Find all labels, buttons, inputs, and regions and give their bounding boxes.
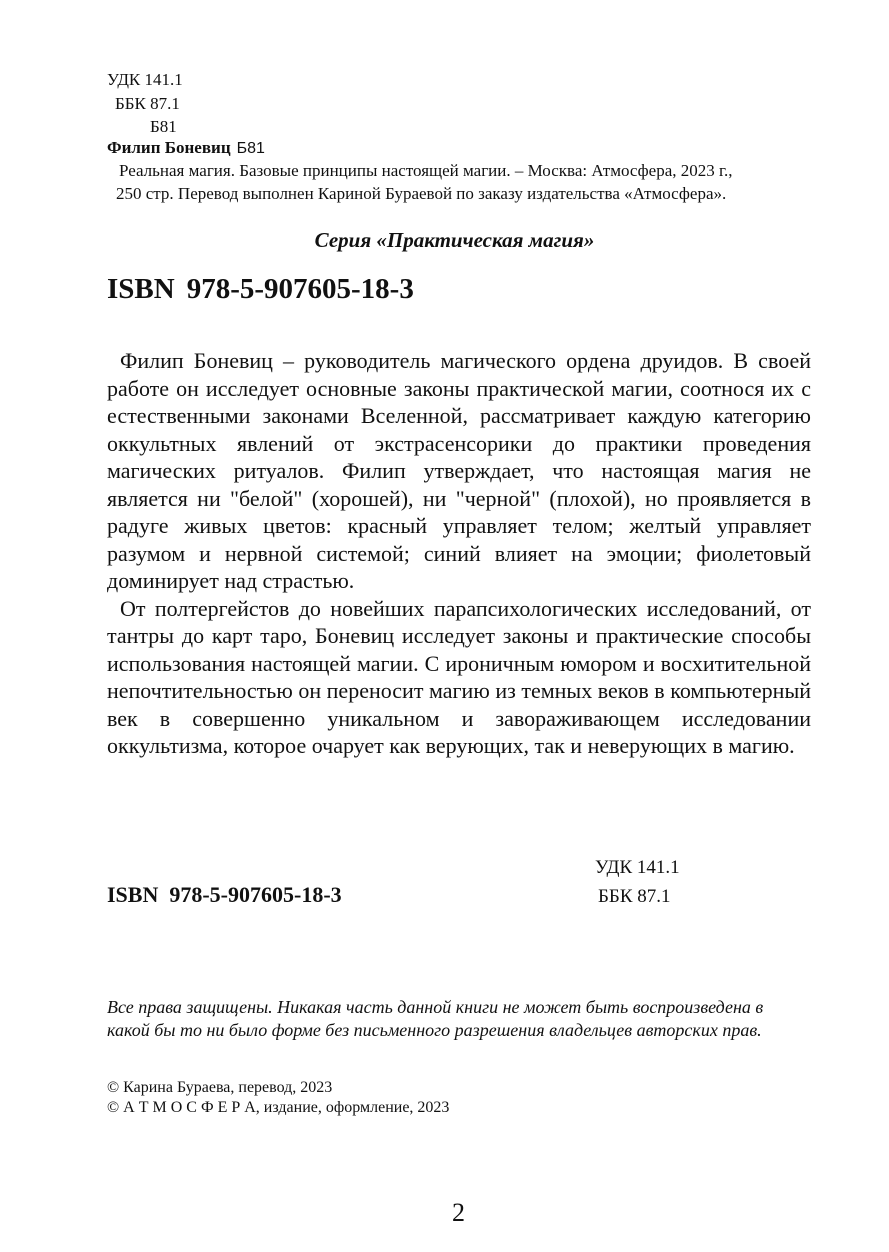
- bbk-code: ББК 87.1: [115, 94, 180, 113]
- bibliographic-description: [116, 159, 829, 205]
- isbn-main: [107, 273, 414, 306]
- isbn-label: ISBN: [107, 273, 175, 305]
- bbk-code-footer: ББК 87.1: [598, 886, 671, 907]
- series-title: Серия «Практическая магия»: [314, 228, 595, 252]
- author-line: [107, 138, 265, 158]
- annotation: [107, 347, 811, 760]
- udk-code: УДК 141.1: [107, 70, 183, 89]
- rights-notice: [107, 996, 813, 1042]
- udk-code-footer: УДК 141.1: [595, 857, 680, 878]
- author-name: Филип Боневиц: [107, 138, 231, 157]
- isbn-number: 978-5-907605-18-3: [186, 273, 414, 305]
- annotation-paragraph-2: От полтергейстов до новейших парапсихологических исследований, от тантры до карт таро, Боневиц исследует законы и практические способы использования настоящей магии. С ироничным юмором и восхитительной непочтительностью он переносит магию из темных веков в компьютерный век в совершенно уникальном и завораживающем исследовании оккультизма, которое очарует как верующих, так и неверующих в магию.: [107, 595, 811, 758]
- page-number: 2: [452, 1198, 465, 1227]
- rights-line-1: Все права защищены. Никакая часть данной книги не может быть воспроизведена в: [107, 997, 764, 1017]
- biblio-line-1: Реальная магия. Базовые принципы настоящей магии. – Москва: Атмосфера, 2023 г.,: [119, 161, 733, 180]
- copyright-publisher: © А Т М О С Ф Е Р А, издание, оформление, 2023: [107, 1099, 450, 1116]
- isbn-footer: ISBN 978-5-907605-18-3: [107, 882, 342, 907]
- annotation-paragraph-1: Филип Боневиц – руководитель магического ордена друидов. В своей работе он исследует основные законы практической магии, соотнося их с естественными законами Вселенной, рассматривает каждую категорию оккультных явлений от экстрасенсорики до практики проведения магических ритуалов. Филип утверждает, что настоящая магия не является ни "белой" (хорошей), ни "черной" (плохой), но проявляется в радуге живых цветов: красный управляет телом; желтый управляет разумом и нервной системой; синий влияет на эмоции; фиолетовый доминирует над страстью.: [107, 348, 811, 593]
- rights-line-2: какой бы то ни было форме без письменного разрешения владельцев авторских прав.: [107, 1020, 762, 1040]
- author-sign-inline: Б81: [236, 140, 265, 157]
- biblio-line-2: 250 стр. Перевод выполнен Кариной Бураевой по заказу издательства «Атмосфера».: [116, 184, 727, 203]
- author-sign: Б81: [150, 117, 177, 136]
- copyright-translation: © Карина Бураева, перевод, 2023: [107, 1079, 333, 1096]
